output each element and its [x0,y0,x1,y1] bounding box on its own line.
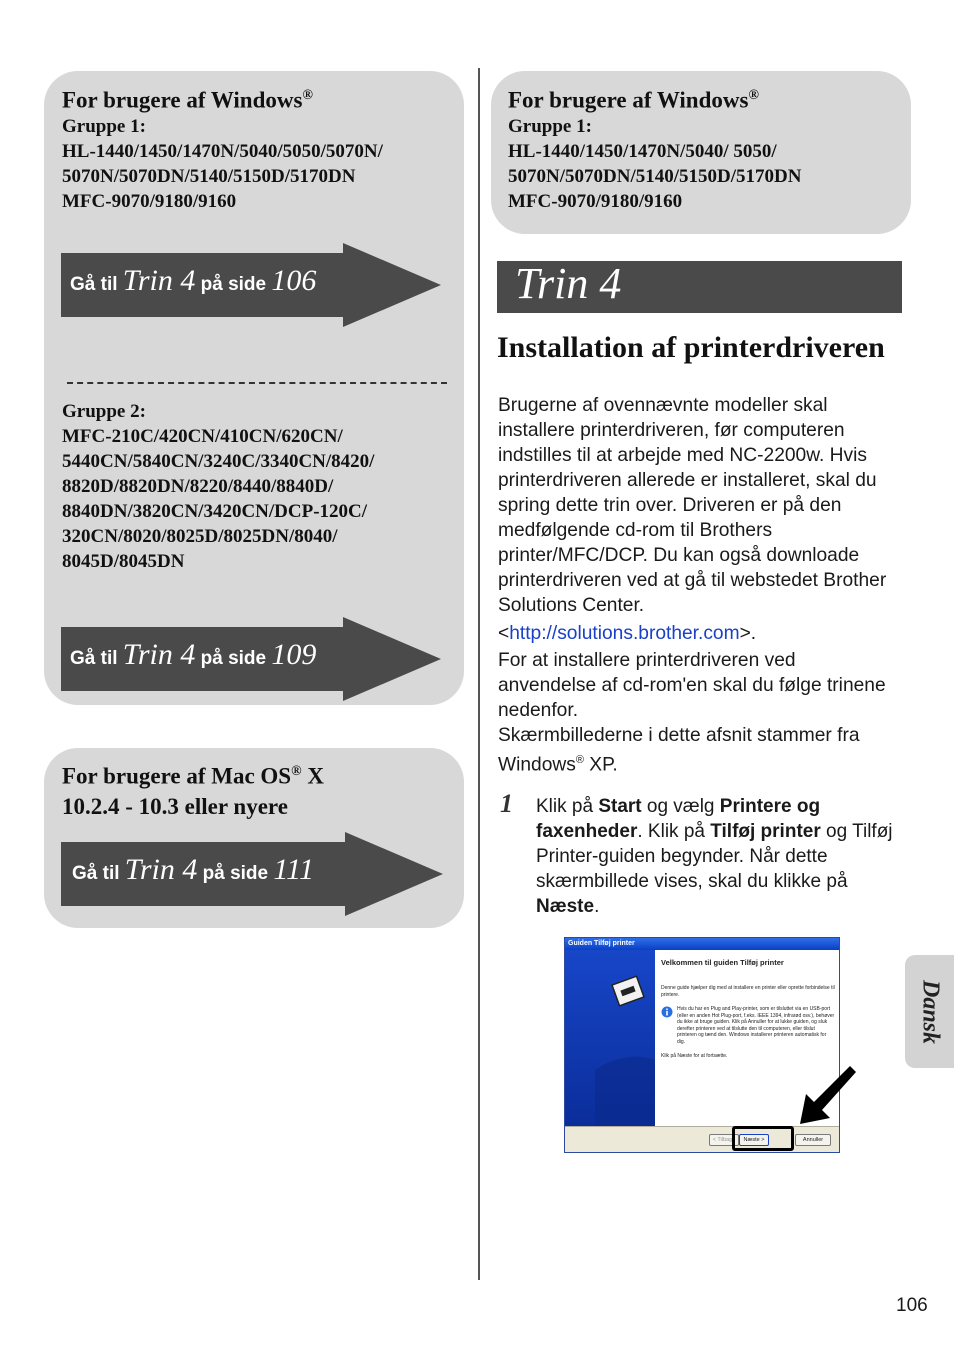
goto-step4-page111-arrow[interactable]: Gå til Trin 4 på side 111 [61,832,443,916]
info-icon [661,1006,673,1018]
wizard-text: Klik på Næste for at fortsætte. [661,1053,728,1059]
wizard-heading: Velkommen til guiden Tilføj printer [661,958,784,967]
group2-model-line: 320CN/8020/8025D/8025DN/8040/ [62,526,338,547]
pointer-arrow-icon [796,1066,858,1128]
wizard-next-button[interactable]: Næste > [739,1134,769,1146]
group1-model-line: 5070N/5070DN/5140/5150D/5170DN [62,166,356,187]
step-instruction: Klik på Start og vælg Printere og faxenheder. Klik på Tilføj printer og Tilføj Printer-guiden begynder. Når dette skærmbillede vises, skal du klikke på Næste. [536,796,893,917]
step-band [497,261,902,313]
wizard-titlebar: Guiden Tilføj printer [565,938,839,950]
language-tab-label: Dansk [917,979,943,1044]
wizard-sidebar [565,950,655,1126]
dashed-separator [67,382,447,384]
wizard-text: Denne guide hjælper dig med at installere en printer eller oprette forbindelse til printere. [661,985,835,998]
step-band-title: Trin 4 [515,259,622,308]
group2-model-line: 5440CN/5840CN/3240C/3340CN/8420/ [62,451,375,472]
group1-model-line: 5070N/5070DN/5140/5150D/5170DN [508,166,802,187]
solutions-link[interactable]: http://solutions.brother.com [509,623,740,644]
group1-block-left [62,114,383,214]
group1-label: Gruppe 1: [508,116,592,137]
column-divider [478,68,480,1280]
wizard-button-bar [565,1126,840,1153]
wizard-cancel-button[interactable]: Annuller [795,1134,831,1146]
group2-model-line: 8820D/8820DN/8220/8440/8840D/ [62,476,334,497]
mac-heading: For brugere af Mac OS® X 10.2.4 - 10.3 eller nyere [62,763,324,819]
section-title: Installation af printerdriveren [497,331,885,364]
goto-step4-page106-arrow[interactable]: Gå til Trin 4 på side 106 [61,243,441,327]
group2-model-line: 8840DN/3820CN/3420CN/DCP-120C/ [62,501,368,522]
next-button-highlight [732,1126,794,1151]
group1-label: Gruppe 1: [62,116,146,137]
intro-paragraph: Brugerne af ovennævnte modeller skal installere printerdriveren, før computeren indstilles til at arbejde med NC-2200w. Hvis printerdriveren allerede er installeret, skal du spring dette trin over. Driveren er på den medfølgende cd-rom til Brothers printer/MFC/DCP. Du kan også downloade printerdriveren ved at gå til webstedet Brother Solutions Center. <http://solutions.brother.com>. For at installere printerdriveren ved anvendelse af cd-rom'en skal du følge trinene nedenfor. Skærmbillederne i dette afsnit stammer fra Windows® XP. [498,395,887,776]
group1-model-line: MFC-9070/9180/9160 [62,191,237,212]
group2-model-line: MFC-210C/420CN/410CN/620CN/ [62,426,343,447]
group2-model-line: 8045D/8045DN [62,551,185,572]
group1-model-line: HL-1440/1450/1470N/5040/5050/5070N/ [62,141,383,162]
step-number: 1 [500,789,513,818]
goto-step4-page109-arrow[interactable]: Gå til Trin 4 på side 109 [61,617,441,701]
printer-illustration-icon [565,950,655,1126]
wizard-back-button[interactable]: < Tilbage [709,1134,739,1146]
windows-heading-left: For brugere af Windows® [62,87,313,113]
group1-model-line: MFC-9070/9180/9160 [508,191,683,212]
language-tab [905,955,954,1068]
windows-info-box-right [491,71,911,234]
windows-info-box-left [44,71,464,705]
page-number: 106 [896,1295,928,1316]
group1-model-line: HL-1440/1450/1470N/5040/ 5050/ [508,141,777,162]
windows-heading-right: For brugere af Windows® [508,87,759,113]
group2-label: Gruppe 2: [62,401,146,422]
wizard-text: Hvis du har en Plug and Play-printer, som er tilsluttet via en USB-port (eller en anden Hot Plug-port, f.eks. IEEE 1394, infrarød osv.), behøver du ikke at bruge guiden. Klik på Annuller for at lukke guiden, og sluk derefter printeren ved at tilslutte den til computeren, eller tilslut printeren og tænd den. Windows installerer printeren automatisk for dig. [677,1006,835,1045]
group2-block-left [62,399,374,574]
group1-block-right [508,114,801,214]
